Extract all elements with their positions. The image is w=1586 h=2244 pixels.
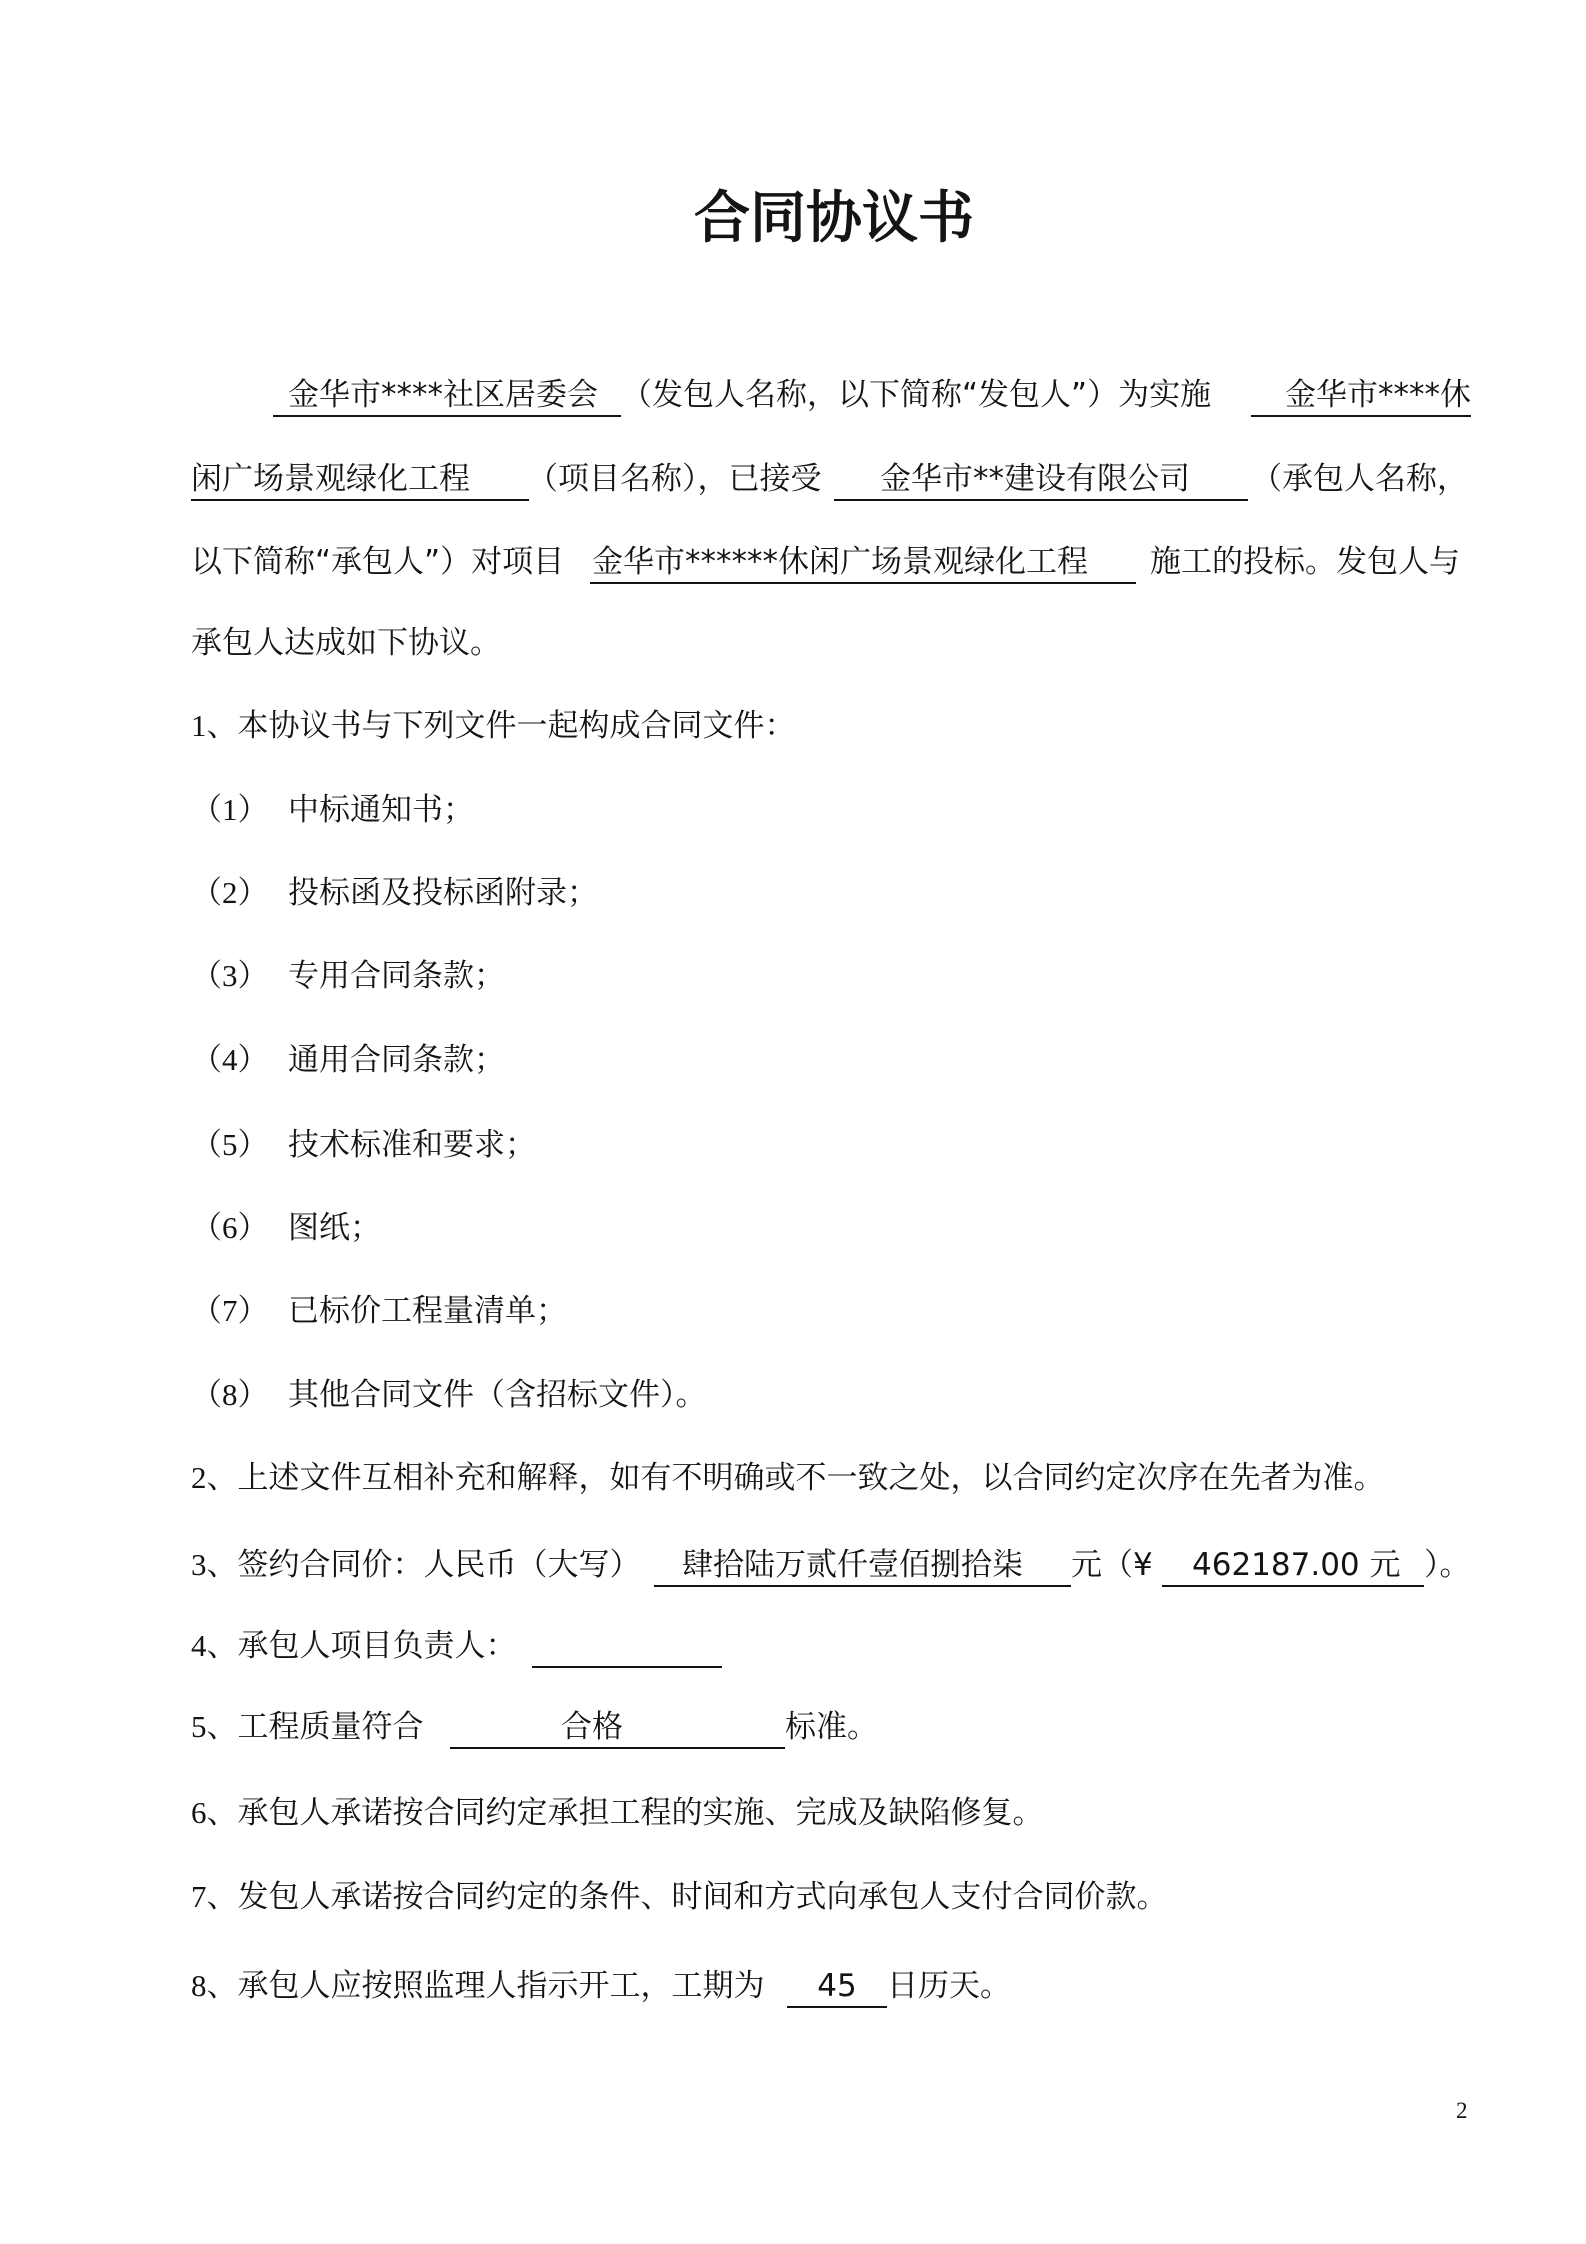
- page-title: 合同协议书: [694, 186, 974, 251]
- intro-text-4: 以下简称“承包人”）对项目: [191, 544, 565, 580]
- clause-body: 、承包人项目负责人：: [206, 1628, 517, 1664]
- page-number: 2: [1456, 2098, 1468, 2123]
- clause-body: 、工程质量符合: [206, 1709, 424, 1745]
- clause-3: [0, 1543, 1586, 1587]
- clause-number: 5: [191, 1709, 207, 1744]
- clause-1-text: [191, 704, 796, 748]
- clause-number: 2: [191, 1460, 207, 1495]
- document-name: 其他合同文件（含招标文件）。: [288, 1377, 707, 1413]
- document-number: （5）: [191, 1127, 269, 1162]
- document-number: （2）: [191, 875, 269, 910]
- clause-number: 1: [191, 708, 207, 743]
- document-item-4: [0, 1038, 1586, 1082]
- clause-5-text: [191, 1705, 424, 1749]
- clause-8-text: [191, 1964, 765, 2008]
- document-item-8: [0, 1373, 1586, 1417]
- clause-number: 4: [191, 1628, 207, 1663]
- document-name: 图纸；: [288, 1210, 381, 1246]
- document-item-7: [0, 1289, 1586, 1333]
- intro-line-1: [0, 373, 1586, 417]
- clause-5: [0, 1705, 1586, 1749]
- clause-3-close: ）。: [1424, 1547, 1471, 1583]
- clause-8-tail: 日历天。: [887, 1968, 1011, 2004]
- clause-8: [0, 1964, 1586, 2008]
- clause-number: 6: [191, 1795, 207, 1830]
- currency-text: 元（¥: [1071, 1547, 1153, 1583]
- document-name: 已标价工程量清单；: [288, 1293, 567, 1329]
- document-name: 投标函及投标函附录；: [288, 875, 598, 911]
- intro-text-1: （发包人名称，以下简称“发包人”）为实施: [621, 377, 1212, 413]
- clause-3-text: [191, 1543, 641, 1587]
- intro-text-6: 承包人达成如下协议。: [191, 625, 501, 661]
- clause-2-text: [191, 1456, 1385, 1500]
- clause-7: [0, 1875, 1586, 1919]
- contract-price-figures-field: 462187.00 元: [1162, 1543, 1424, 1587]
- document-item-6: [0, 1206, 1586, 1250]
- intro-line-4: [0, 621, 1586, 665]
- clause-5-tail: 标准。: [785, 1709, 878, 1745]
- document-name: 技术标准和要求；: [288, 1127, 536, 1163]
- clause-number: 8: [191, 1968, 207, 2003]
- document-number: （1）: [191, 792, 269, 827]
- document-item-2: [0, 871, 1586, 915]
- clause-number: 3: [191, 1547, 207, 1582]
- duration-days-field: 45: [787, 1964, 887, 2008]
- document-number: （4）: [191, 1042, 269, 1077]
- clause-body: 、本协议书与下列文件一起构成合同文件：: [206, 708, 796, 744]
- project-name-field-part1: 金华市****休: [1251, 373, 1471, 417]
- document-name: 通用合同条款；: [288, 1042, 505, 1078]
- intro-line-3: [0, 540, 1586, 584]
- document-name: 中标通知书；: [288, 792, 474, 828]
- document-number: （6）: [191, 1210, 269, 1245]
- contract-price-words-field: 肆拾陆万贰仟壹佰捌拾柒: [654, 1543, 1071, 1587]
- intro-text-2: （项目名称），已接受: [527, 461, 822, 497]
- project-manager-blank-field: [532, 1624, 722, 1668]
- clause-body: 、承包人承诺按合同约定承担工程的实施、完成及缺陷修复。: [206, 1795, 1044, 1831]
- quality-standard-field: 合格: [450, 1705, 785, 1749]
- document-item-1: [0, 788, 1586, 832]
- clause-body: 、签约合同价：人民币（大写）: [206, 1547, 641, 1583]
- document-number: （7）: [191, 1293, 269, 1328]
- project-name-field-part2: 闲广场景观绿化工程: [191, 457, 529, 501]
- employer-name-field: 金华市****社区居委会: [273, 373, 621, 417]
- project-full-name-field: 金华市******休闲广场景观绿化工程: [590, 540, 1136, 584]
- intro-text-3: （承包人名称，: [1251, 461, 1468, 497]
- clause-7-text: [191, 1875, 1168, 1919]
- clause-2: [0, 1456, 1586, 1500]
- clause-body: 、上述文件互相补充和解释，如有不明确或不一致之处，以合同约定次序在先者为准。: [206, 1460, 1385, 1496]
- document-name: 专用合同条款；: [288, 958, 505, 994]
- clause-4: [0, 1624, 1586, 1668]
- document-number: （8）: [191, 1377, 269, 1412]
- contractor-name-field: 金华市**建设有限公司: [834, 457, 1248, 501]
- clause-1: [0, 704, 1586, 748]
- document-item-5: [0, 1123, 1586, 1167]
- document-item-3: [0, 954, 1586, 998]
- clause-6: [0, 1791, 1586, 1835]
- clause-6-text: [191, 1791, 1044, 1835]
- clause-body: 、发包人承诺按合同约定的条件、时间和方式向承包人支付合同价款。: [206, 1879, 1168, 1915]
- clause-body: 、承包人应按照监理人指示开工，工期为: [206, 1968, 765, 2004]
- document-number: （3）: [191, 958, 269, 993]
- intro-text-5: 施工的投标。发包人与: [1150, 544, 1460, 580]
- intro-line-2: [0, 457, 1586, 501]
- clause-4-text: [191, 1624, 517, 1668]
- clause-number: 7: [191, 1879, 207, 1914]
